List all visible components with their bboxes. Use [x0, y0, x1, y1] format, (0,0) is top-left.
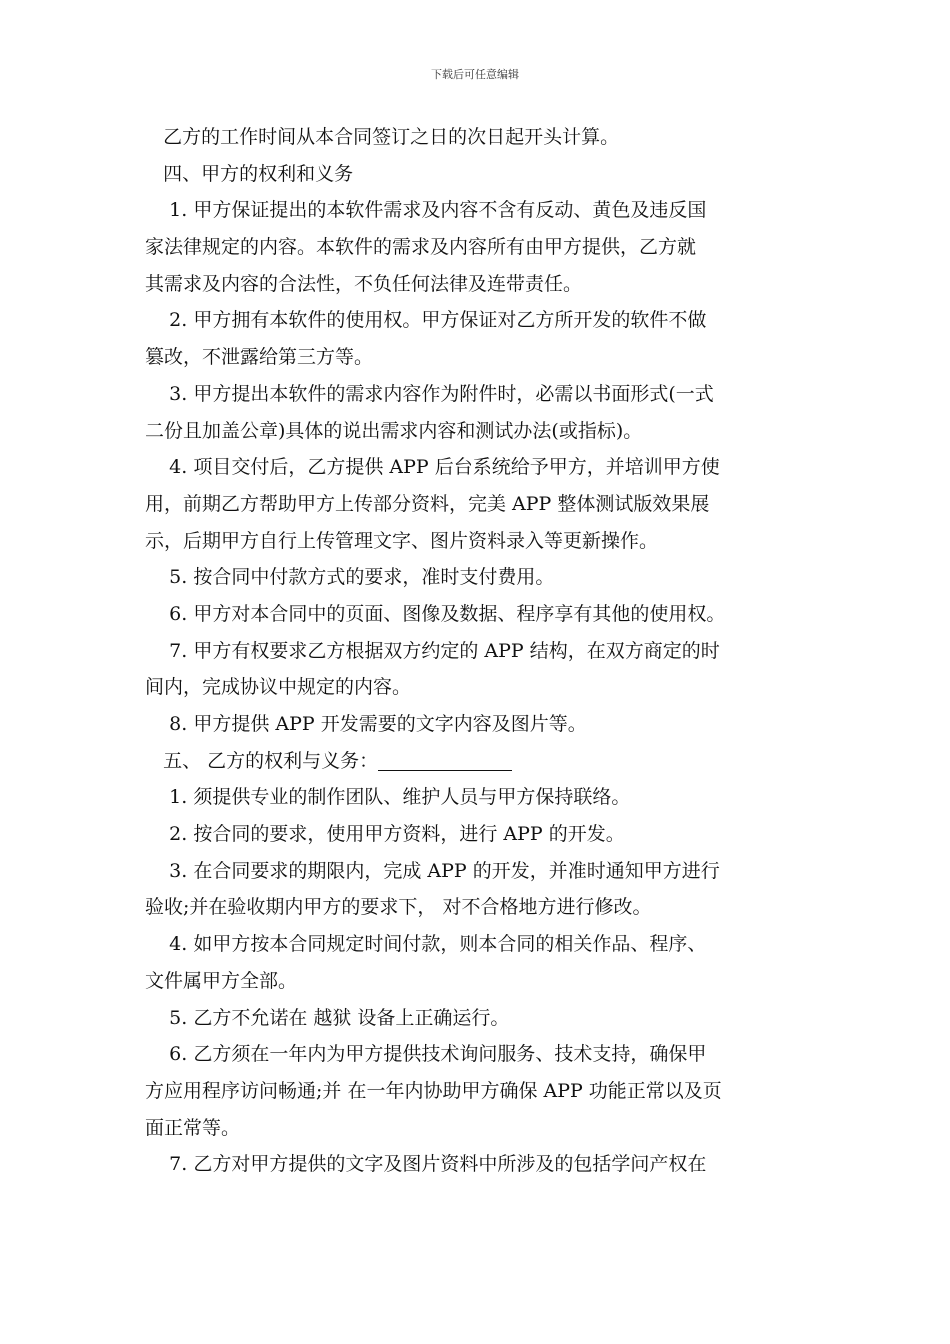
paragraph-line: 4. 如甲方按本合同规定时间付款，则本合同的相关作品、程序、 [145, 933, 707, 956]
paragraph-line: 验收;并在验收期内甲方的要求下， 对不合格地方进行修改。 [145, 896, 652, 919]
paragraph-line: 3. 甲方提出本软件的需求内容作为附件时，必需以书面形式(一式 [145, 382, 714, 405]
paragraph-line: 7. 乙方对甲方提供的文字及图片资料中所涉及的包括学问产权在 [145, 1153, 707, 1176]
paragraph-line: 2. 按合同的要求，使用甲方资料，进行 APP 的开发。 [145, 823, 625, 846]
paragraph-line: 7. 甲方有权要求乙方根据双方约定的 APP 结构，在双方商定的时 [145, 639, 720, 662]
section-heading-row [145, 743, 810, 780]
paragraph-line: 6. 乙方须在一年内为甲方提供技术询问服务、技术支持，确保甲 [145, 1043, 707, 1066]
page-header: 下载后可任意编辑 [431, 68, 519, 81]
fill-in-blank[interactable] [378, 748, 512, 771]
paragraph-line: 间内，完成协议中规定的内容。 [145, 676, 412, 699]
paragraph-line: 5. 乙方不允诺在 越狱 设备上正确运行。 [145, 1006, 510, 1029]
paragraph-line: 乙方的工作时间从本合同签订之日的次日起开头计算。 [145, 126, 620, 148]
paragraph-line: 3. 在合同要求的期限内，完成 APP 的开发，并准时通知甲方进行 [145, 859, 720, 882]
section-heading: 五、 乙方的权利与义务： [145, 749, 379, 772]
paragraph-line: 家法律规定的内容。本软件的需求及内容所有由甲方提供，乙方就 [145, 236, 697, 259]
paragraph-line: 方应用程序访问畅通;并 在一年内协助甲方确保 APP 功能正常以及页 [145, 1079, 722, 1102]
paragraph-line: 文件属甲方全部。 [145, 969, 298, 992]
paragraph-line: 其需求及内容的合法性，不负任何法律及连带责任。 [145, 272, 583, 295]
paragraph-line: 4. 项目交付后，乙方提供 APP 后台系统给予甲方，并培训甲方使 [145, 456, 720, 479]
document-body [145, 119, 810, 1183]
paragraph-line: 用，前期乙方帮助甲方上传部分资料，完美 APP 整体测试版效果展 [145, 492, 710, 515]
paragraph-line: 1. 须提供专业的制作团队、维护人员与甲方保持联络。 [145, 786, 631, 809]
paragraph-line: 6. 甲方对本合同中的页面、图像及数据、程序享有其他的使用权。 [145, 602, 726, 625]
paragraph-line: 示，后期甲方自行上传管理文字、图片资料录入等更新操作。 [145, 529, 659, 552]
paragraph-line: 5. 按合同中付款方式的要求，准时支付费用。 [145, 566, 555, 589]
section-heading: 四、甲方的权利和义务 [145, 162, 354, 185]
paragraph-line: 1. 甲方保证提出的本软件需求及内容不含有反动、黄色及违反国 [145, 199, 707, 222]
paragraph-line: 面正常等。 [145, 1116, 241, 1139]
paragraph-line: 二份且加盖公章)具体的说出需求内容和测试办法(或指标)。 [145, 419, 643, 442]
paragraph-line: 8. 甲方提供 APP 开发需要的文字内容及图片等。 [145, 713, 587, 735]
paragraph-line: 2. 甲方拥有本软件的使用权。甲方保证对乙方所开发的软件不做 [145, 309, 707, 332]
paragraph-line: 篡改，不泄露给第三方等。 [145, 346, 374, 369]
